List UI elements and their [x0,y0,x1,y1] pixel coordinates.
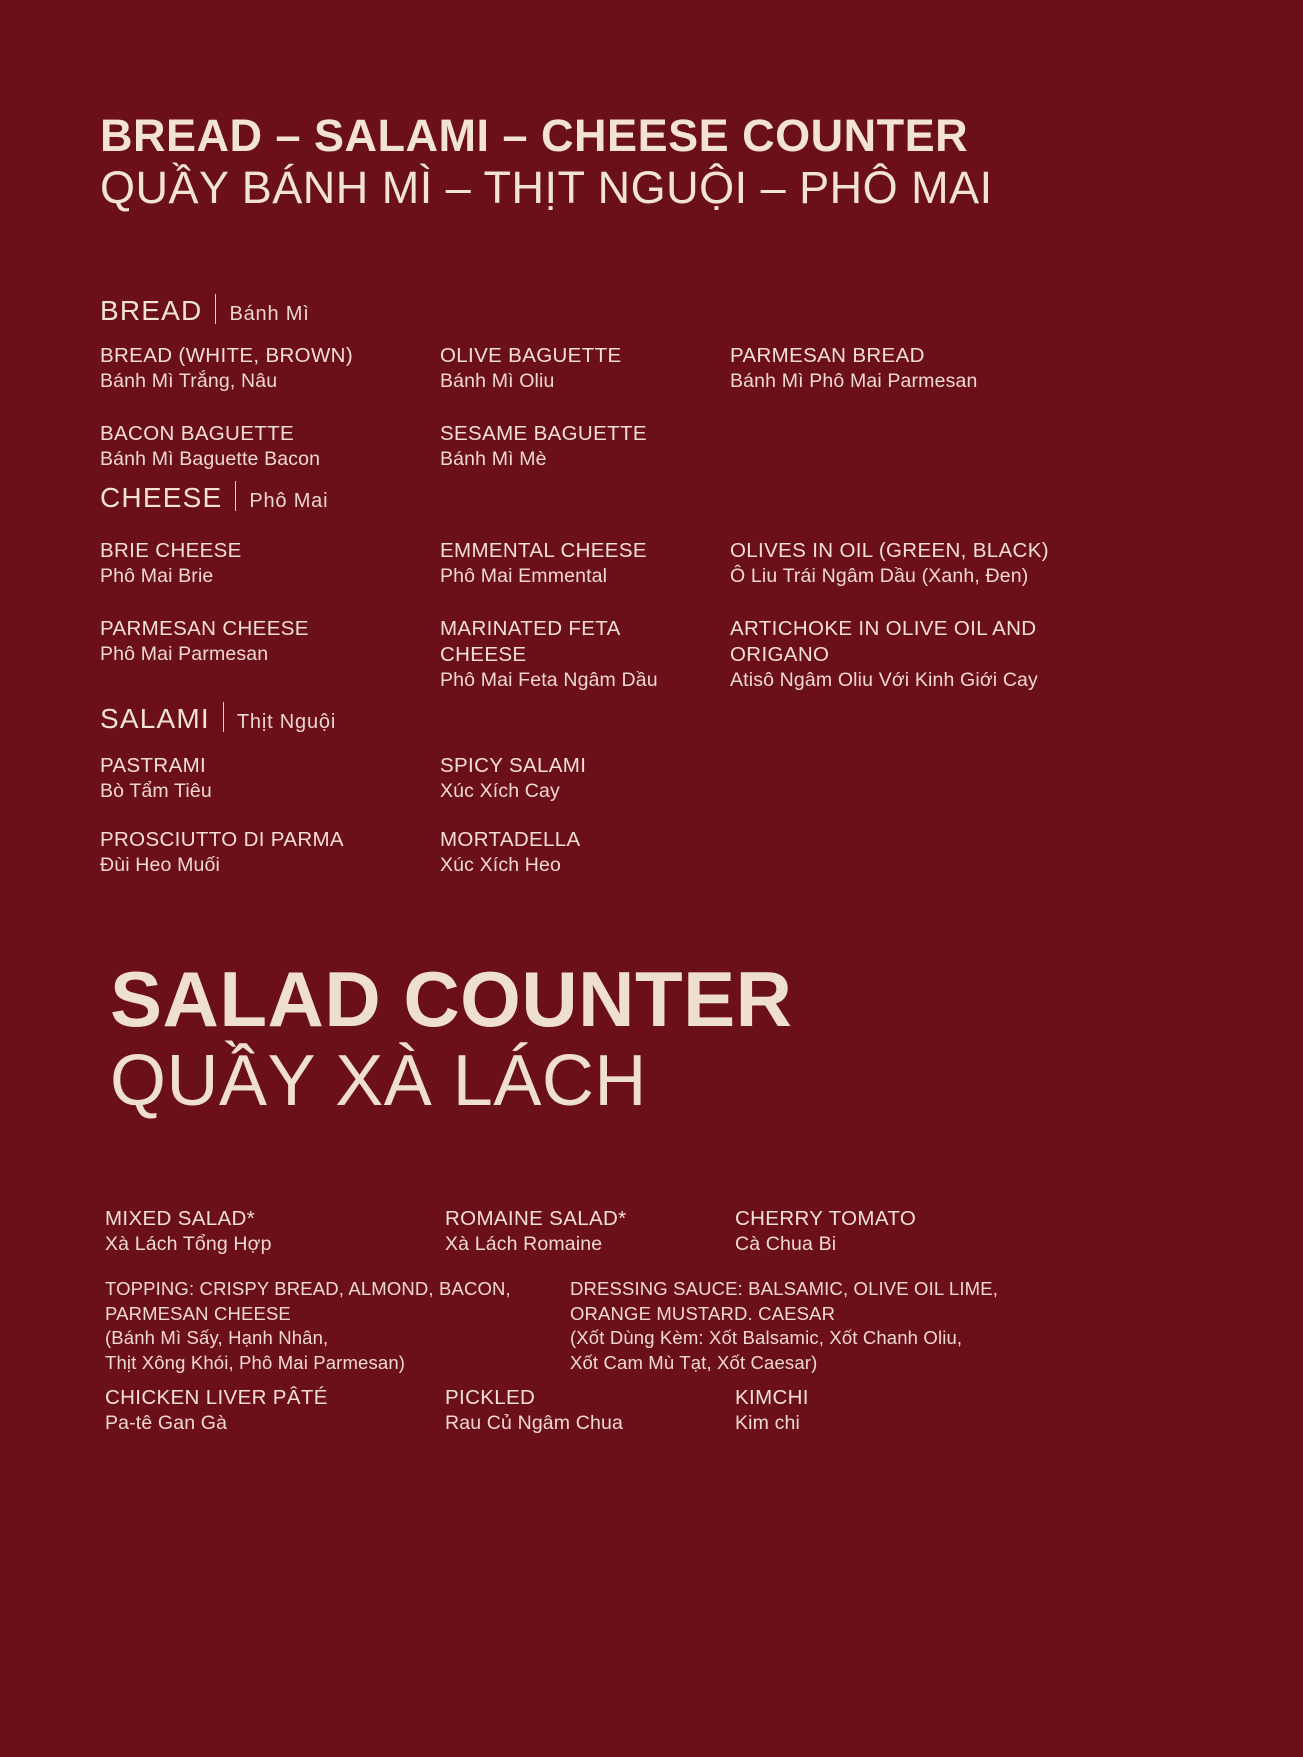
dressing-note-line-4: Xốt Cam Mù Tạt, Xốt Caesar) [570,1351,818,1373]
item-name-en: BREAD (WHITE, BROWN) [100,344,353,367]
item-name-vi: Xúc Xích Cay [440,780,560,803]
item-name-vi: Bánh Mì Trắng, Nâu [100,370,278,393]
menu-item [440,827,730,879]
item-name-en: ARTICHOKE IN OLIVE OIL AND ORIGANO [730,616,1037,666]
section-heading-salami [100,698,1160,735]
section-heading-en: SALAMI [100,703,210,734]
item-name-vi: Phô Mai Brie [100,565,214,588]
dressing-note-line-3: (Xốt Dùng Kèm: Xốt Balsamic, Xốt Chanh Oliu, [570,1327,963,1349]
menu-item-empty [730,421,1120,473]
menu-item [100,343,440,395]
topping-note-line-1: TOPPING: CRISPY BREAD, ALMOND, BACON, [105,1278,511,1299]
menu-item [105,1206,445,1258]
menu-item [445,1385,735,1437]
salad-title-en: SALAD COUNTER [110,955,793,1043]
menu-item [440,616,730,694]
salad-title-vi: QUẦY XÀ LÁCH [110,1041,647,1121]
item-name-en: PARMESAN BREAD [730,344,925,367]
item-name-vi: Pa-tê Gan Gà [105,1412,228,1435]
item-name-en: PASTRAMI [100,754,207,777]
item-name-en: BACON BAGUETTE [100,421,294,445]
item-name-vi: Phô Mai Parmesan [100,642,269,665]
menu-item [440,753,730,805]
salami-item-grid [100,753,1160,878]
menu-item [100,421,440,473]
item-name-en: CHICKEN LIVER PÂTÉ [105,1386,328,1409]
bread-counter-banner [100,0,1203,217]
section-heading-en: CHEESE [100,482,223,513]
menu-item [100,538,440,590]
item-name-vi: Xà Lách Tổng Hợp [105,1233,272,1256]
salad-notes [105,1277,1165,1375]
item-name-en: PROSCIUTTO DI PARMA [100,827,344,851]
section-heading-bread [100,290,1160,327]
menu-item [735,1385,1125,1437]
menu-item [440,538,730,590]
menu-item-empty [730,753,1120,805]
menu-item [440,421,730,473]
topping-note [105,1277,570,1375]
item-name-en: PARMESAN CHEESE [100,616,309,640]
topping-note-line-4: Thịt Xông Khói, Phô Mai Parmesan) [105,1351,406,1373]
dressing-note-line-1: DRESSING SAUCE: BALSAMIC, OLIVE OIL LIME, [570,1278,999,1299]
dressing-note-line-2: ORANGE MUSTARD. CAESAR [570,1302,836,1324]
section-heading-vi: Bánh Mì [229,303,310,325]
section-bread [100,290,1160,472]
menu-item [100,753,440,805]
item-name-en: ROMAINE SALAD* [445,1207,627,1230]
heading-divider-icon [235,481,236,511]
section-heading-cheese [100,477,1160,514]
salad-item-grid-row1 [105,1206,1165,1258]
item-name-vi: Phô Mai Feta Ngâm Dầu [440,669,658,692]
item-name-en: SESAME BAGUETTE [440,421,647,445]
item-name-vi: Rau Củ Ngâm Chua [445,1412,623,1435]
item-name-en: MARINATED FETA CHEESE [440,616,620,666]
salad-counter-title [110,955,793,1126]
menu-item-empty [730,827,1120,879]
item-name-vi: Ô Liu Trái Ngâm Dầu (Xanh, Đen) [730,565,1029,588]
item-name-en: BRIE CHEESE [100,539,242,562]
heading-divider-icon [223,702,224,732]
item-name-vi: Phô Mai Emmental [440,565,608,588]
section-heading-vi: Phô Mai [249,490,329,512]
item-name-vi: Kim chi [735,1412,800,1435]
menu-item [440,343,730,395]
item-name-vi: Bánh Mì Oliu [440,370,555,393]
item-name-en: OLIVES IN OIL (GREEN, BLACK) [730,539,1049,562]
menu-item [730,616,1120,694]
item-name-vi: Đùi Heo Muối [100,853,220,876]
item-name-vi: Bánh Mì Mè [440,447,547,470]
section-heading-en: BREAD [100,295,203,326]
item-name-vi: Atisô Ngâm Oliu Với Kinh Giới Cay [730,669,1038,692]
item-name-vi: Bánh Mì Baguette Bacon [100,447,321,470]
topping-note-line-2: PARMESAN CHEESE [105,1302,291,1324]
cheese-item-grid [100,538,1160,693]
banner-title-vi: QUẦY BÁNH MÌ – THỊT NGUỘI – PHÔ MAI [100,162,993,214]
section-cheese [100,477,1160,693]
dressing-note [570,1277,1110,1375]
item-name-vi: Bò Tẩm Tiêu [100,780,212,803]
item-name-vi: Bánh Mì Phô Mai Parmesan [730,370,978,393]
topping-note-line-3: (Bánh Mì Sấy, Hạnh Nhân, [105,1327,329,1349]
salad-item-grid-row2 [105,1385,1165,1437]
item-name-en: EMMENTAL CHEESE [440,539,647,562]
item-name-vi: Xà Lách Romaine [445,1233,603,1256]
menu-item [100,616,440,694]
item-name-en: MORTADELLA [440,827,581,851]
menu-item [730,538,1120,590]
item-name-en: OLIVE BAGUETTE [440,344,622,367]
menu-item [105,1385,445,1437]
item-name-en: MIXED SALAD* [105,1207,256,1230]
item-name-vi: Cà Chua Bi [735,1233,837,1256]
item-name-en: CHERRY TOMATO [735,1207,917,1230]
menu-item [730,343,1120,395]
menu-item [735,1206,1125,1258]
menu-item [445,1206,735,1258]
item-name-en: SPICY SALAMI [440,754,587,777]
banner-title-en: BREAD – SALAMI – CHEESE COUNTER [100,110,969,161]
item-name-en: KIMCHI [735,1386,809,1409]
menu-item [100,827,440,879]
item-name-en: PICKLED [445,1386,536,1409]
section-heading-vi: Thịt Nguội [236,711,337,733]
heading-divider-icon [215,294,216,324]
bread-item-grid [100,343,1160,472]
item-name-vi: Xúc Xích Heo [440,853,562,876]
section-salami [100,698,1160,878]
